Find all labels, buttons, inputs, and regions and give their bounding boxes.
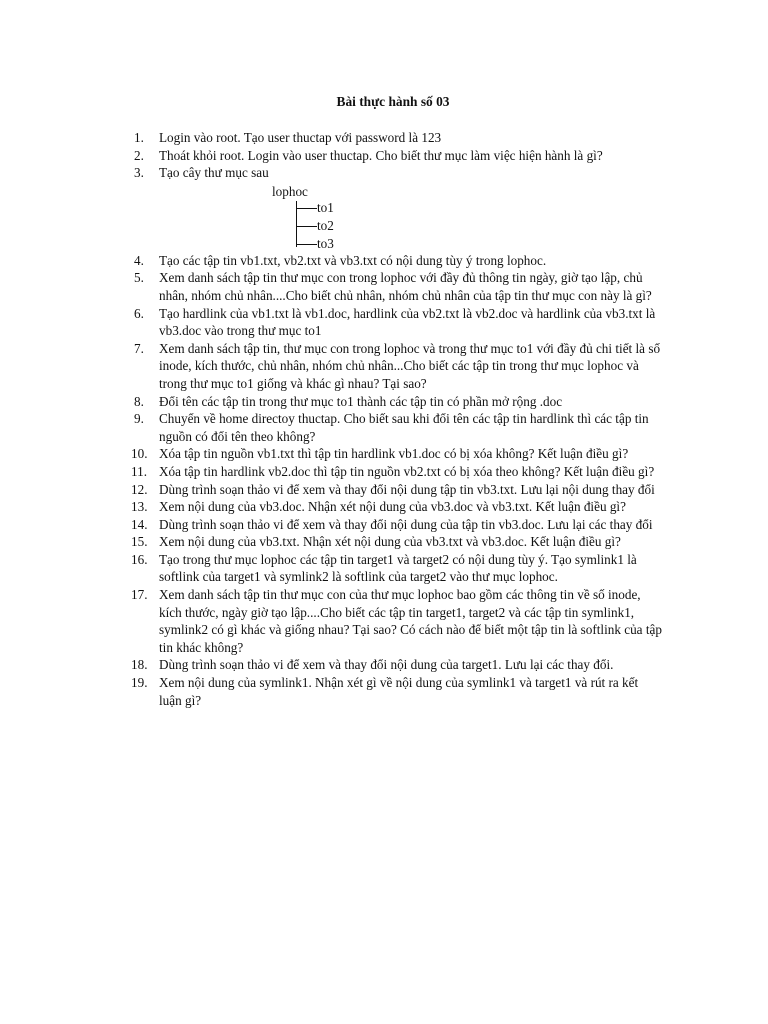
item-number: 2. xyxy=(134,147,144,163)
item-number: 19. xyxy=(131,675,148,691)
item-text: Xem nội dung của symlink1. Nhận xét gì về nội dung của symlink1 và target1 và rút ra kết luận gì? xyxy=(159,675,639,708)
list-item xyxy=(131,498,664,516)
item-text: Tạo hardlink của vb1.txt là vb1.doc, hardlink của vb2.txt là vb2.doc và hardlink của vb3.txt là vb3.doc vào trong thư mục to1 xyxy=(159,305,656,339)
list-item xyxy=(131,656,664,674)
item-number: 5. xyxy=(134,270,144,286)
item-text: Tạo cây thư mục sau xyxy=(159,165,269,181)
list-item xyxy=(131,533,664,551)
item-text: Xem danh sách tập tin thư mục con trong lophoc với đầy đủ thông tin ngày, giờ tạo lập, chủ nhân, nhóm chủ nhân....Cho biết chủ nhân, nhóm chủ nhân của tập tin thư mục con này là gì? xyxy=(159,270,652,303)
item-number: 7. xyxy=(134,340,144,356)
item-text: Chuyển về home directoy thuctap. Cho biết sau khi đổi tên các tập tin hardlink thì các tập tin nguồn có đổi tên theo không? xyxy=(159,411,649,444)
item-number: 10. xyxy=(131,446,148,462)
item-number: 15. xyxy=(131,534,148,550)
item-number: 1. xyxy=(134,130,144,145)
tree-child-to1 xyxy=(296,199,334,217)
list-item xyxy=(131,516,664,534)
item-text: Xem nội dung của vb3.txt. Nhận xét nội dung của vb3.txt và vb3.doc. Kết luận điều gì? xyxy=(159,534,621,550)
item-text: Xem danh sách tập tin thư mục con của thư mục lophoc bao gồm các thông tin về số inode, kích thước, ngày giờ tạo lập....Cho biết các tập tin target1, target2 và các tập tin symlink1, symlink2 có gì khác và giống nhau? Tại sao? Có cách nào để biết một tập tin là softlink của tập tin khác không? xyxy=(159,587,662,655)
item-number: 12. xyxy=(131,481,148,497)
item-number: 16. xyxy=(131,551,148,567)
list-item xyxy=(131,551,664,586)
list-item xyxy=(134,164,664,252)
list-item xyxy=(134,393,664,411)
item-text: Dùng trình soạn thảo vi để xem và thay đổi nội dung của tập tin vb3.doc. Lưu lại các thay đổi xyxy=(159,516,653,532)
list-item xyxy=(134,129,664,147)
tree-child-label: to1 xyxy=(317,199,334,215)
item-text: Xem danh sách tập tin, thư mục con trong lophoc và trong thư mục to1 với đầy đủ chi tiết là số inode, kích thước, chủ nhân, nhóm chủ nhân...Cho biết các tập tin trong thư mục lophoc và trong thư mục to1 giống và khác gì nhau? Tại sao? xyxy=(159,340,661,391)
item-number: 3. xyxy=(134,165,144,181)
tree-child-label: to3 xyxy=(317,235,334,251)
list-item xyxy=(131,481,664,499)
item-text: Dùng trình soạn thảo vi để xem và thay đổi nội dung của target1. Lưu lại các thay đổi. xyxy=(159,657,614,673)
list-item xyxy=(134,410,664,445)
item-text: Thoát khỏi root. Login vào user thuctap. Cho biết thư mục làm việc hiện hành là gì? xyxy=(159,147,603,163)
item-text: Login vào root. Tạo user thuctap với password là 123 xyxy=(159,130,442,145)
tree-child-to3 xyxy=(296,235,334,253)
tree-branch-line xyxy=(296,208,317,209)
item-number: 6. xyxy=(134,305,144,321)
item-text: Đổi tên các tập tin trong thư mục to1 thành các tập tin có phần mở rộng .doc xyxy=(159,393,563,409)
tree-child-to2 xyxy=(296,217,334,235)
list-item xyxy=(131,445,664,463)
exercise-list xyxy=(131,129,664,709)
item-number: 18. xyxy=(131,657,148,673)
item-number: 17. xyxy=(131,587,148,603)
tree-branch-line xyxy=(296,244,317,245)
item-text: Tạo trong thư mục lophoc các tập tin target1 và target2 có nội dung tùy ý. Tạo symlink1 là softlink của target1 và symlink2 là softlink của target2 vào thư mục lophoc. xyxy=(159,551,637,585)
list-item xyxy=(134,269,664,304)
item-number: 4. xyxy=(134,252,144,268)
item-number: 9. xyxy=(134,411,144,427)
item-text: Xem nội dung của vb3.doc. Nhận xét nội dung của vb3.doc và vb3.txt. Kết luận điều gì? xyxy=(159,499,626,515)
item-number: 13. xyxy=(131,499,148,515)
item-number: 11. xyxy=(131,463,147,479)
list-item xyxy=(131,586,664,656)
list-item xyxy=(131,674,664,709)
directory-tree xyxy=(159,182,664,252)
item-text: Dùng trình soạn thảo vi để xem và thay đổi nội dung tập tin vb3.txt. Lưu lại nội dung thay đổi xyxy=(159,481,655,497)
item-text: Xóa tập tin hardlink vb2.doc thì tập tin nguồn vb2.txt có bị xóa theo không? Kết luận điều gì? xyxy=(159,463,655,479)
item-number: 8. xyxy=(134,393,144,409)
page-title: Bài thực hành số 03 xyxy=(336,94,450,109)
list-item xyxy=(131,463,664,481)
list-item xyxy=(134,305,664,340)
tree-branch-line xyxy=(296,226,317,227)
item-text: Tạo các tập tin vb1.txt, vb2.txt và vb3.txt có nội dung tùy ý trong lophoc. xyxy=(159,252,547,268)
list-item xyxy=(134,340,664,393)
list-item xyxy=(134,252,664,270)
item-text: Xóa tập tin nguồn vb1.txt thì tập tin hardlink vb1.doc có bị xóa không? Kết luận điều gì? xyxy=(159,446,629,462)
tree-child-label: to2 xyxy=(317,217,334,233)
list-item xyxy=(134,147,664,165)
item-number: 14. xyxy=(131,516,148,532)
tree-root-label: lophoc xyxy=(272,183,308,199)
